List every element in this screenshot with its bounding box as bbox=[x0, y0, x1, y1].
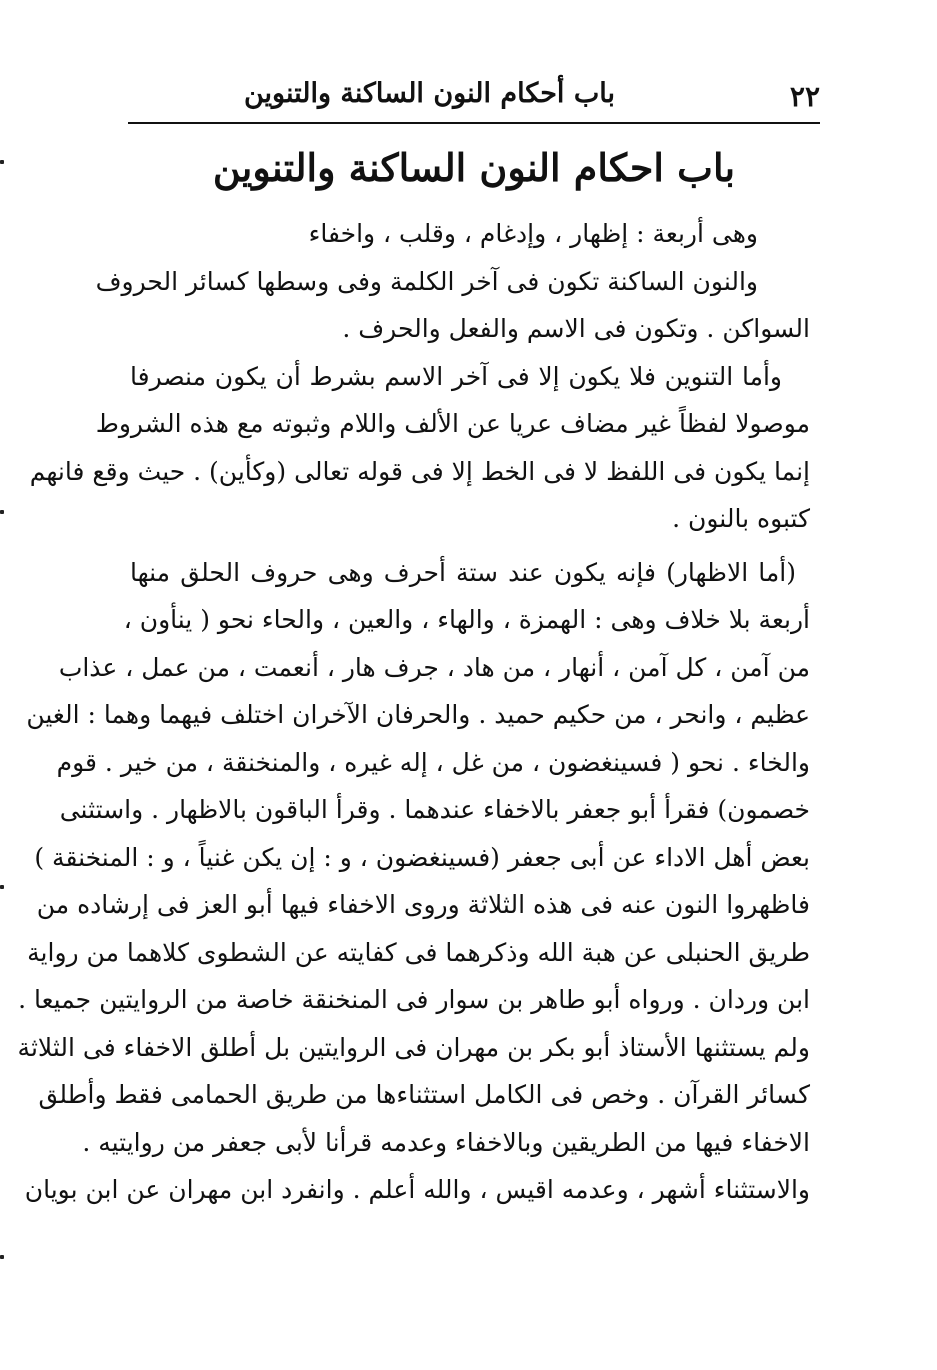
chapter-title: باب احكام النون الساكنة والتنوين bbox=[212, 145, 736, 190]
text-line: كسائر القرآن . وخص فى الكامل استثناءها من طريق الحمامى فقط وأطلق bbox=[38, 1080, 810, 1109]
scan-speck bbox=[0, 885, 4, 889]
running-title: باب أحكام النون الساكنة والتنوين bbox=[243, 78, 615, 109]
header-rule bbox=[128, 122, 820, 124]
text-line: والاستثناء أشهر ، وعدمه اقيس ، والله أعلم . وانفرد ابن مهران عن ابن بويان bbox=[24, 1175, 810, 1204]
scan-speck bbox=[0, 1255, 4, 1259]
running-head bbox=[128, 72, 820, 122]
text-line: والخاء . نحو ( فسينغضون ، من غل ، إله غيره ، والمنخنقة ، من خير . قوم bbox=[56, 747, 810, 777]
text-line: الاخفاء فيها من الطريقين وبالاخفاء وعدمه قرأنا لأبى جعفر من روايتيه . bbox=[82, 1127, 810, 1157]
text-line: خصمون) فقرأ أبو جعفر بالاخفاء عندهما . وقرأ الباقون بالاظهار . واستثنى bbox=[59, 795, 810, 824]
text-line: فاظهروا النون عنه فى هذه الثلاثة وروى الاخفاء فيها أبو العز فى إرشاده من bbox=[36, 890, 810, 919]
text-line: موصولا لفظاً غير مضاف عريا عن الألف واللام وثبوته مع هذه الشروط bbox=[95, 409, 810, 438]
page-number: ٢٢ bbox=[789, 80, 820, 113]
text-line: ابن وردان . ورواه أبو طاهر بن سوار فى المنخنقة خاصة من الروايتين جميعا . bbox=[18, 985, 810, 1014]
text-line: من آمن ، كل آمن ، أنهار ، من هاد ، جرف هار ، أنعمت ، من عمل ، عذاب bbox=[58, 652, 810, 682]
text-line: إنما يكون فى اللفظ لا فى الخط إلا فى قوله تعالى (وكأين) . حيث وقع فانهم bbox=[29, 456, 810, 486]
text-line: السواكن . وتكون فى الاسم والفعل والحرف . bbox=[342, 314, 810, 343]
text-line: وأما التنوين فلا يكون إلا فى آخر الاسم بشرط أن يكون منصرفا bbox=[130, 361, 782, 391]
text-line: طريق الحنبلى عن هبة الله وذكرهما فى كفايته عن الشطوى كلاهما من رواية bbox=[27, 937, 810, 967]
scan-speck bbox=[0, 510, 4, 514]
text-line: عظيم ، وانحر ، من حكيم حميد . والحرفان الآخران اختلف فيهما وهما : الغين bbox=[26, 700, 810, 729]
text-line: أربعة بلا خلاف وهى : الهمزة ، والهاء ، والعين ، والحاء نحو ( ينأون ، bbox=[123, 605, 810, 634]
text-line: ولم يستثنها الأستاذ أبو بكر بن مهران فى الروايتين بل أطلق الاخفاء فى الثلاثة bbox=[17, 1032, 810, 1062]
scan-speck bbox=[0, 160, 4, 164]
text-line: وهى أربعة : إظهار ، وإدغام ، وقلب ، واخفاء bbox=[308, 219, 758, 248]
body-text bbox=[17, 210, 810, 1214]
text-line: بعض أهل الاداء عن أبى جعفر (فسينغضون ، و : إن يكن غنياً ، و : المنخنقة ) bbox=[34, 842, 810, 872]
text-line: كتبوه بالنون . bbox=[672, 504, 810, 533]
text-line: والنون الساكنة تكون فى آخر الكلمة وفى وسطها كسائر الحروف bbox=[95, 266, 758, 296]
text-line: (أما الاظهار) فإنه يكون عند ستة أحرف وهى حروف الحلق منها bbox=[130, 557, 796, 587]
